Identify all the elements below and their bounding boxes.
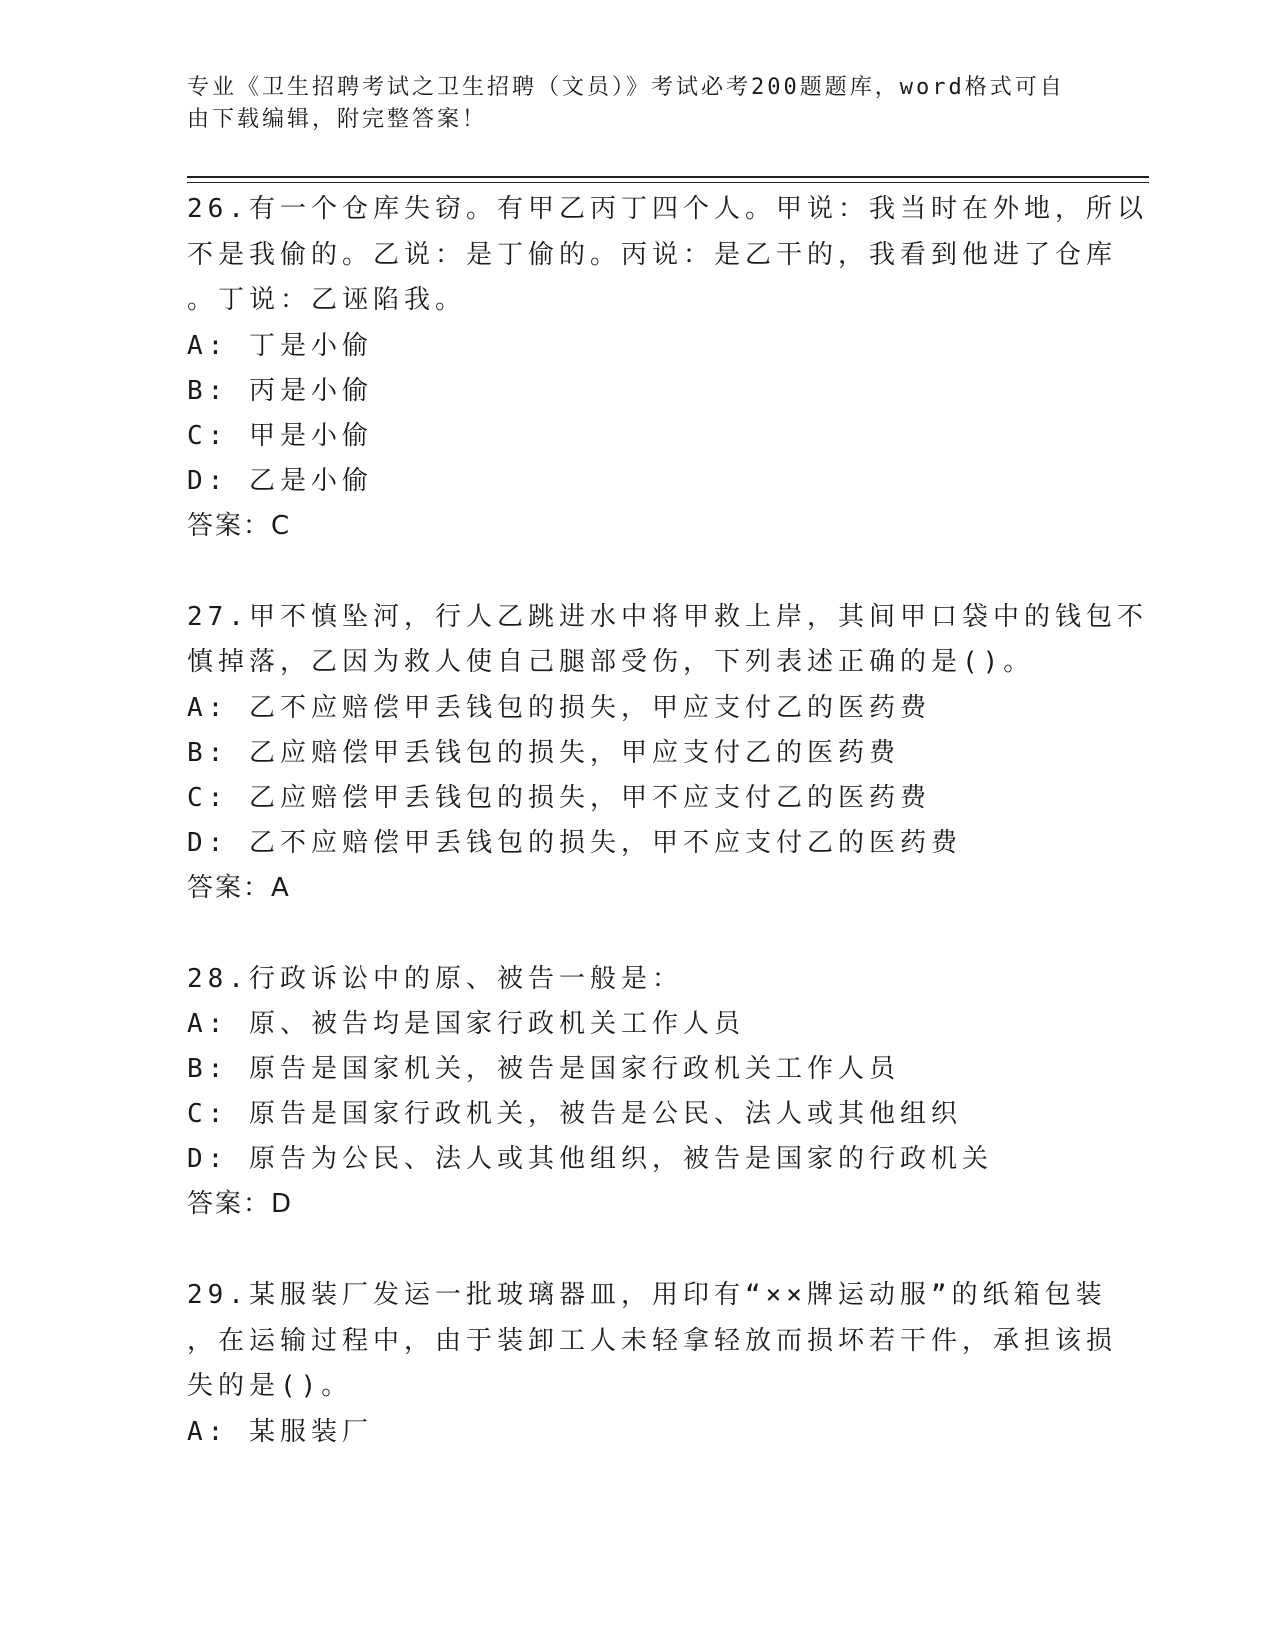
option-b: [187, 1047, 1087, 1092]
question-text-line: 27.甲不慎坠河，行人乙跳进水中将甲救上岸，其间甲口袋中的钱包不: [187, 601, 1148, 632]
option-letter: D:: [187, 465, 229, 496]
option-text: 乙不应赔偿甲丢钱包的损失，甲不应支付乙的医药费: [248, 827, 962, 858]
option-letter: C:: [187, 420, 229, 451]
question-text-line: 28.行政诉讼中的原、被告一般是：: [187, 963, 683, 994]
question-text-line: 26.有一个仓库失窃。有甲乙丙丁四个人。甲说：我当时在外地，所以: [187, 194, 1148, 224]
option-b: [187, 369, 1087, 414]
question-27: [187, 595, 1148, 911]
option-letter: B:: [187, 737, 229, 768]
option-a: [187, 324, 1087, 369]
option-text: 原告是国家机关，被告是国家行政机关工作人员: [248, 1054, 900, 1084]
option-letter: B:: [187, 1054, 229, 1084]
option-d: [187, 459, 1087, 504]
question-28: [187, 957, 1087, 1228]
option-a: [187, 686, 1087, 731]
option-b: [187, 731, 1087, 776]
question-text-line: 29.某服装厂发运一批玻璃器皿，用印有“××牌运动服”的纸箱包装: [187, 1280, 1107, 1310]
option-letter: C:: [187, 782, 229, 813]
option-a: [187, 1002, 1087, 1047]
question-26: [187, 187, 1148, 549]
option-letter: D:: [187, 1144, 229, 1174]
answer-label: 答案：A: [187, 872, 291, 903]
option-letter: C:: [187, 1099, 229, 1129]
question-29: [187, 1273, 1118, 1455]
option-a: [187, 1410, 1087, 1455]
option-c: [187, 414, 1087, 459]
header-divider: [187, 176, 1149, 178]
option-letter: A:: [187, 330, 229, 361]
option-d: [187, 1137, 1087, 1182]
option-letter: B:: [187, 375, 229, 406]
question-text-line: 不是我偷的。乙说：是丁偷的。丙说：是乙干的，我看到他进了仓库: [187, 239, 1118, 270]
option-text: 乙应赔偿甲丢钱包的损失，甲不应支付乙的医药费: [248, 782, 931, 813]
option-text: 乙是小偷: [248, 465, 373, 496]
option-letter: D:: [187, 827, 229, 858]
option-text: 乙应赔偿甲丢钱包的损失，甲应支付乙的医药费: [248, 737, 900, 768]
option-letter: A:: [187, 692, 229, 723]
document-header: [187, 72, 1067, 136]
question-text-line: 。丁说：乙诬陷我。: [187, 285, 467, 315]
option-text: 丙是小偷: [248, 375, 373, 406]
option-text: 某服装厂: [248, 1416, 373, 1447]
option-text: 丁是小偷: [248, 330, 373, 361]
option-d: [187, 821, 1087, 866]
question-list: [187, 187, 1148, 1501]
answer-label: 答案：D: [187, 1189, 294, 1219]
option-letter: A:: [187, 1009, 229, 1039]
option-text: 原、被告均是国家行政机关工作人员: [248, 1009, 745, 1039]
option-letter: A:: [187, 1416, 229, 1447]
option-c: [187, 1092, 1087, 1137]
answer-label: 答案：C: [187, 510, 292, 541]
question-text-line: 失的是()。: [187, 1371, 353, 1401]
header-line: 由下载编辑，附完整答案！: [187, 107, 488, 132]
question-text-line: ，在运输过程中，由于装卸工人未轻拿轻放而损坏若干件，承担该损: [187, 1325, 1118, 1356]
option-text: 甲是小偷: [248, 420, 373, 451]
header-divider-thin: [187, 182, 1149, 183]
header-line: 专业《卫生招聘考试之卫生招聘（文员）》考试必考200题题库，word格式可自: [187, 75, 1065, 100]
option-text: 原告为公民、法人或其他组织，被告是国家的行政机关: [248, 1144, 993, 1174]
option-text: 原告是国家行政机关，被告是公民、法人或其他组织: [248, 1099, 962, 1129]
question-text-line: 慎掉落，乙因为救人使自己腿部受伤，下列表述正确的是()。: [187, 647, 1035, 677]
option-text: 乙不应赔偿甲丢钱包的损失，甲应支付乙的医药费: [248, 692, 931, 723]
option-c: [187, 776, 1087, 821]
